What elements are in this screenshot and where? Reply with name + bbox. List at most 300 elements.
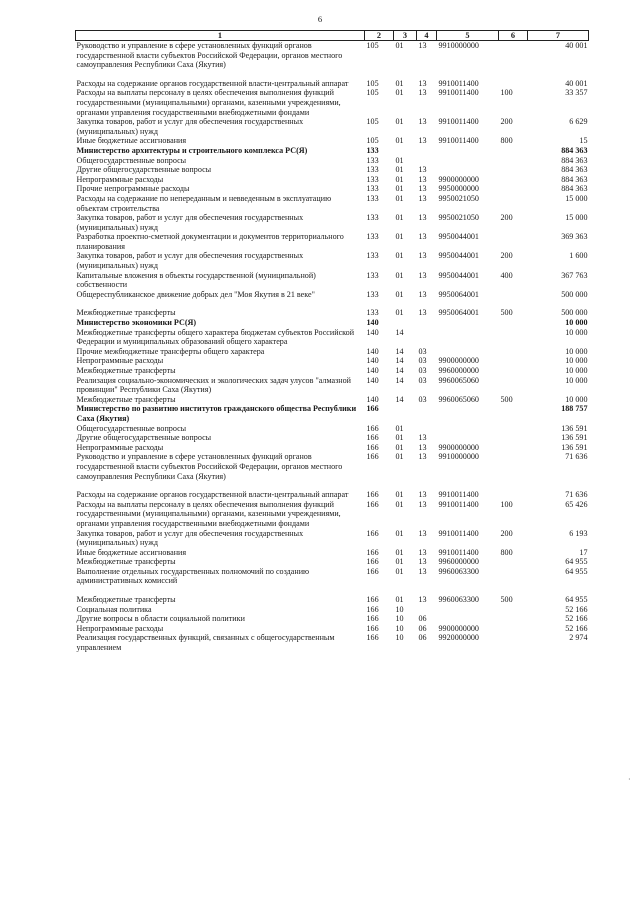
header-cell-2: 2	[365, 31, 394, 41]
row-admin-code-cell: 140	[366, 375, 379, 385]
row-amount-cell: 6 193	[569, 528, 588, 538]
table-row	[76, 529, 589, 548]
row-subsection-cell: 03	[418, 346, 427, 356]
row-section-cell: 01	[395, 566, 404, 576]
row-section-cell: 01	[395, 270, 404, 280]
row-target-article-cell	[437, 318, 499, 328]
row-expense-type-cell: 500	[500, 595, 513, 605]
row-expense-type-cell: 800	[500, 136, 513, 146]
row-amount-cell: 1 600	[569, 251, 588, 261]
row-name-cell: Разработка проектно-сметной документации и документов территориального планирования	[76, 232, 344, 251]
row-target-article-cell: 9900000000	[438, 623, 479, 633]
row-admin-code-cell: 133	[366, 232, 379, 242]
row-target-article-cell: 9910011400	[438, 499, 479, 509]
row-name-cell: Межбюджетные трансферты	[76, 557, 176, 567]
row-name-cell: Межбюджетные трансферты	[76, 308, 176, 318]
row-subsection-cell: 03	[418, 366, 427, 375]
row-target-article-cell: 9960000000	[438, 557, 479, 567]
row-admin-code-cell: 105	[366, 136, 379, 146]
row-section-cell: 01	[395, 433, 404, 443]
row-section-cell: 01	[395, 155, 404, 165]
row-amount-cell: 15 000	[565, 193, 588, 203]
row-subsection-cell: 13	[418, 193, 427, 203]
table-row	[76, 404, 589, 423]
row-subsection-cell: 13	[418, 165, 427, 175]
row-subsection-cell: 13	[418, 557, 427, 567]
row-section-cell: 01	[395, 136, 404, 146]
row-expense-type-cell	[499, 79, 528, 89]
row-target-article-cell: 9950044001	[438, 232, 479, 242]
row-subsection-cell: 13	[418, 184, 427, 194]
row-target-article-cell	[437, 156, 499, 166]
row-name-cell: Прочие непрограммные расходы	[76, 184, 190, 194]
row-section-cell: 01	[395, 499, 404, 509]
row-amount-cell: 64 955	[565, 595, 588, 605]
table-row	[76, 443, 589, 453]
row-section-cell: 10	[395, 623, 404, 633]
row-subsection-cell: 13	[418, 490, 427, 500]
row-section-cell: 10	[395, 604, 404, 614]
row-expense-type-cell	[499, 404, 528, 423]
row-expense-type-cell: 800	[500, 547, 513, 557]
table-row	[76, 41, 589, 79]
table-row	[76, 136, 589, 146]
row-name-cell: Социальная политика	[76, 604, 152, 614]
row-target-article-cell: 9950000000	[438, 184, 479, 194]
row-amount-cell: 10 000	[565, 356, 588, 366]
row-name-cell: Непрограммные расходы	[76, 623, 164, 633]
row-target-article-cell: 9960065060	[438, 394, 479, 404]
table-row	[76, 567, 589, 595]
row-expense-type-cell	[499, 443, 528, 453]
row-admin-code-cell: 105	[366, 41, 379, 50]
row-expense-type-cell	[499, 175, 528, 185]
row-target-article-cell: 9920000000	[438, 633, 479, 643]
row-amount-cell: 10 000	[565, 327, 588, 337]
row-admin-code-cell: 140	[366, 318, 379, 328]
row-subsection-cell: 06	[418, 614, 427, 624]
header-cell-5: 5	[437, 31, 499, 41]
row-subsection-cell: 13	[418, 595, 427, 605]
row-amount-cell: 52 166	[565, 614, 588, 624]
row-amount-cell: 884 363	[561, 184, 588, 194]
row-amount-cell: 64 955	[565, 557, 588, 567]
row-section-cell: 01	[395, 193, 404, 203]
row-expense-type-cell: 100	[500, 499, 513, 509]
row-subsection-cell: 13	[418, 88, 427, 98]
row-name-cell: Расходы на содержание по непереданным и невведенным в эксплуатацию объектам строительства	[76, 193, 332, 213]
row-section-cell: 01	[395, 528, 404, 538]
table-row	[76, 88, 589, 117]
row-admin-code-cell: 166	[366, 452, 379, 462]
row-subsection-cell: 13	[418, 308, 427, 318]
table-row	[76, 318, 589, 328]
row-name-cell: Межбюджетные трансферты	[76, 366, 176, 375]
row-name-cell: Другие вопросы в области социальной политики	[76, 614, 245, 624]
row-subsection-cell: 13	[418, 251, 427, 261]
row-name-cell: Непрограммные расходы	[76, 174, 164, 184]
table-row	[76, 213, 589, 232]
row-target-article-cell: 9960063300	[438, 595, 479, 605]
row-amount-cell: 188 757	[561, 404, 588, 414]
row-subsection-cell: 13	[418, 270, 427, 280]
page-number: 6	[317, 14, 323, 24]
table-row	[76, 175, 589, 185]
row-target-article-cell: 9950064001	[438, 289, 479, 299]
row-target-article-cell: 9910011400	[438, 117, 479, 127]
header-cell-3: 3	[394, 31, 417, 41]
row-name-cell: Другие общегосударственные вопросы	[76, 165, 212, 175]
row-target-article-cell: 9900000000	[438, 356, 479, 366]
row-subsection-cell: 13	[418, 528, 427, 538]
row-expense-type-cell	[499, 633, 528, 652]
row-amount-cell: 369 363	[561, 232, 588, 242]
row-amount-cell: 884 363	[561, 145, 588, 155]
row-amount-cell: 64 955	[565, 566, 588, 576]
row-amount-cell: 367 763	[561, 270, 588, 280]
row-target-article-cell	[437, 433, 499, 443]
table-row	[76, 232, 589, 251]
row-admin-code-cell: 140	[366, 356, 379, 366]
row-section-cell: 14	[395, 327, 404, 337]
row-name-cell: Прочие межбюджетные трансферты общего характера	[76, 346, 265, 356]
table-row	[76, 79, 589, 89]
row-amount-cell: 136 591	[561, 423, 588, 433]
row-section-cell: 01	[395, 184, 404, 194]
table-row	[76, 328, 589, 347]
row-name-cell: Реализация государственных функций, связанных с общегосударственным управлением	[76, 633, 335, 653]
row-expense-type-cell	[499, 366, 528, 376]
row-name-cell: Расходы на выплаты персоналу в целях обеспечения выполнения функций государственными (муниципальными) органами, казенными учреждениями, органами управления государственными внебюджетными фондами	[76, 499, 341, 528]
table-row	[76, 433, 589, 443]
row-target-article-cell	[437, 328, 499, 347]
row-name-cell: Министерство по развитию институтов гражданского общества Республики Саха (Якутия)	[76, 404, 357, 423]
table-row	[76, 347, 589, 357]
margin-mark: ·	[628, 775, 631, 784]
row-expense-type-cell	[499, 347, 528, 357]
row-section-cell: 10	[395, 633, 404, 643]
row-target-article-cell: 9910011400	[438, 78, 479, 88]
table-row	[76, 308, 589, 318]
row-name-cell: Непрограммные расходы	[76, 356, 164, 366]
row-admin-code-cell: 140	[366, 366, 379, 375]
row-admin-code-cell: 133	[366, 270, 379, 280]
row-admin-code-cell: 166	[366, 404, 379, 414]
row-target-article-cell: 9900000000	[438, 442, 479, 452]
row-amount-cell: 136 591	[561, 433, 588, 443]
row-target-article-cell: 9950021050	[438, 213, 479, 223]
row-section-cell: 01	[395, 213, 404, 223]
row-subsection-cell: 13	[418, 174, 427, 184]
row-section-cell: 10	[395, 614, 404, 624]
row-admin-code-cell: 166	[366, 633, 379, 643]
row-admin-code-cell: 166	[366, 433, 379, 443]
row-name-cell: Межбюджетные трансферты	[76, 595, 176, 605]
row-amount-cell: 884 363	[561, 155, 588, 165]
row-name-cell: Расходы на содержание органов государственной власти-центральный аппарат	[76, 78, 349, 88]
row-admin-code-cell: 133	[366, 213, 379, 223]
row-amount-cell: 2 974	[569, 633, 588, 643]
row-amount-cell: 17	[579, 547, 588, 557]
row-admin-code-cell: 166	[366, 423, 379, 433]
row-admin-code-cell: 166	[366, 595, 379, 605]
row-section-cell: 01	[395, 174, 404, 184]
row-section-cell: 14	[395, 346, 404, 356]
row-target-article-cell	[437, 347, 499, 357]
row-section-cell: 14	[395, 356, 404, 366]
table-row	[76, 557, 589, 567]
row-amount-cell: 10 000	[565, 318, 588, 328]
row-target-article-cell: 9950064001	[438, 308, 479, 318]
row-expense-type-cell: 400	[500, 270, 513, 280]
row-admin-code-cell: 133	[366, 251, 379, 261]
row-subsection-cell: 13	[418, 78, 427, 88]
row-name-cell: Реализация социально-экономических и экологических задач улусов "алмазной провинции" Республики Саха (Якутия)	[76, 375, 352, 395]
row-target-article-cell	[437, 424, 499, 434]
row-admin-code-cell: 166	[366, 442, 379, 452]
row-expense-type-cell: 200	[500, 117, 513, 127]
row-admin-code-cell: 166	[366, 499, 379, 509]
row-section-cell: 01	[395, 88, 404, 98]
row-target-article-cell	[437, 165, 499, 175]
row-target-article-cell: 9910011400	[438, 136, 479, 146]
row-amount-cell: 10 000	[565, 346, 588, 356]
row-admin-code-cell: 166	[366, 490, 379, 500]
row-admin-code-cell: 133	[366, 174, 379, 184]
row-target-article-cell	[437, 614, 499, 624]
row-admin-code-cell: 133	[366, 308, 379, 318]
table-row	[76, 500, 589, 529]
row-subsection-cell: 13	[418, 547, 427, 557]
row-expense-type-cell	[499, 452, 528, 490]
row-amount-cell: 71 636	[565, 490, 588, 500]
row-subsection-cell: 03	[418, 394, 427, 404]
row-subsection-cell: 13	[418, 117, 427, 127]
row-subsection-cell: 13	[418, 442, 427, 452]
row-subsection-cell	[417, 328, 437, 347]
row-section-cell: 01	[395, 423, 404, 433]
row-name-cell: Министерство экономики РС(Я)	[76, 318, 197, 328]
row-name-cell: Иные бюджетные ассигнования	[76, 136, 187, 146]
row-section-cell: 14	[395, 394, 404, 404]
header-cell-6: 6	[499, 31, 528, 41]
row-subsection-cell	[417, 318, 437, 328]
row-subsection-cell	[417, 605, 437, 615]
row-expense-type-cell: 200	[500, 213, 513, 223]
row-expense-type-cell: 200	[500, 251, 513, 261]
row-section-cell: 01	[395, 308, 404, 318]
row-target-article-cell: 9960063300	[438, 566, 479, 576]
table-row	[76, 366, 589, 376]
row-section-cell: 01	[395, 117, 404, 127]
row-name-cell: Расходы на содержание органов государственной власти-центральный аппарат	[76, 490, 349, 500]
table-row	[76, 633, 589, 652]
header-cell-1: 1	[76, 31, 365, 41]
row-section-cell	[394, 404, 417, 423]
row-name-cell: Закупка товаров, работ и услуг для обеспечения государственных (муниципальных) нужд	[76, 528, 304, 548]
row-name-cell: Межбюджетные трансферты	[76, 394, 176, 404]
table-row	[76, 605, 589, 615]
row-section-cell: 01	[395, 595, 404, 605]
row-section-cell: 01	[395, 251, 404, 261]
table-row	[76, 251, 589, 270]
row-subsection-cell	[417, 424, 437, 434]
row-name-cell: Руководство и управление в сфере установленных функций органов государственной власти субъектов Российской Федерации, органов местного самоуправления Республики Саха (Якутия)	[76, 452, 343, 481]
row-target-article-cell: 9910011400	[438, 547, 479, 557]
row-target-article-cell: 9960000000	[438, 366, 479, 375]
row-expense-type-cell	[499, 557, 528, 567]
row-expense-type-cell	[499, 232, 528, 251]
row-amount-cell: 40 001	[565, 78, 588, 88]
row-name-cell: Выполнение отдельных государственных полномочий по созданию административных комиссий	[76, 566, 310, 586]
row-subsection-cell: 06	[418, 623, 427, 633]
row-expense-type-cell	[499, 614, 528, 624]
row-expense-type-cell: 200	[500, 528, 513, 538]
table-row	[76, 452, 589, 490]
row-admin-code-cell: 133	[366, 155, 379, 165]
row-name-cell: Закупка товаров, работ и услуг для обеспечения государственных (муниципальных) нужд	[76, 213, 304, 232]
row-target-article-cell	[437, 605, 499, 615]
row-amount-cell: 884 363	[561, 174, 588, 184]
row-target-article-cell	[437, 404, 499, 423]
row-admin-code-cell: 140	[366, 394, 379, 404]
row-name-cell: Иные бюджетные ассигнования	[76, 547, 187, 557]
row-section-cell: 01	[395, 165, 404, 175]
row-expense-type-cell: 500	[500, 308, 513, 318]
row-name-cell: Расходы на выплаты персоналу в целях обеспечения выполнения функций государственными (муниципальными) органами, казенными учреждениями, органами управления государственными внебюджетными фондами	[76, 88, 341, 117]
row-section-cell: 01	[395, 78, 404, 88]
row-expense-type-cell	[499, 605, 528, 615]
row-subsection-cell: 13	[418, 452, 427, 462]
row-section-cell: 01	[395, 442, 404, 452]
row-name-cell: Закупка товаров, работ и услуг для обеспечения государственных (муниципальных) нужд	[76, 251, 304, 271]
table-row	[76, 156, 589, 166]
row-admin-code-cell: 166	[366, 557, 379, 567]
row-subsection-cell	[417, 156, 437, 166]
row-admin-code-cell: 166	[366, 623, 379, 633]
table-row	[76, 184, 589, 194]
row-name-cell: Закупка товаров, работ и услуг для обеспечения государственных (муниципальных) нужд	[76, 117, 304, 136]
row-name-cell: Общегосударственные вопросы	[76, 155, 187, 165]
table-row	[76, 548, 589, 558]
row-target-article-cell: 9950021050	[438, 193, 479, 203]
row-amount-cell: 10 000	[565, 366, 588, 375]
row-target-article-cell: 9910011400	[438, 88, 479, 98]
row-expense-type-cell	[499, 41, 528, 79]
row-expense-type-cell	[499, 490, 528, 500]
row-admin-code-cell: 105	[366, 78, 379, 88]
row-target-article-cell: 9910011400	[438, 490, 479, 500]
row-name-cell: Руководство и управление в сфере установленных функций органов государственной власти субъектов Российской Федерации, органов местного самоуправления Республики Саха (Якутия)	[76, 41, 343, 70]
row-amount-cell: 500 000	[561, 308, 588, 318]
row-amount-cell: 52 166	[565, 623, 588, 633]
row-amount-cell: 71 636	[565, 452, 588, 462]
row-admin-code-cell: 105	[366, 117, 379, 127]
table-row	[76, 290, 589, 309]
row-admin-code-cell: 140	[366, 327, 379, 337]
row-subsection-cell: 13	[418, 232, 427, 242]
row-subsection-cell	[417, 404, 437, 423]
row-subsection-cell: 13	[418, 566, 427, 576]
row-amount-cell: 15	[579, 136, 588, 146]
row-admin-code-cell: 133	[366, 289, 379, 299]
row-admin-code-cell: 166	[366, 604, 379, 614]
row-target-article-cell: 9950044001	[438, 270, 479, 280]
table-row	[76, 271, 589, 290]
row-target-article-cell: 9910000000	[438, 41, 479, 50]
row-section-cell: 01	[395, 490, 404, 500]
row-expense-type-cell	[499, 424, 528, 434]
header-row	[76, 31, 589, 41]
row-section-cell: 14	[395, 375, 404, 385]
table-row	[76, 614, 589, 624]
row-amount-cell: 52 166	[565, 604, 588, 614]
row-admin-code-cell: 133	[366, 184, 379, 194]
row-section-cell: 01	[395, 557, 404, 567]
row-amount-cell: 10 000	[565, 394, 588, 404]
budget-table	[75, 30, 589, 653]
row-expense-type-cell	[499, 328, 528, 347]
row-amount-cell: 33 357	[565, 88, 588, 98]
row-admin-code-cell: 166	[366, 614, 379, 624]
row-expense-type-cell	[499, 567, 528, 595]
row-admin-code-cell: 166	[366, 547, 379, 557]
row-subsection-cell: 06	[418, 633, 427, 643]
row-target-article-cell: 9900000000	[438, 174, 479, 184]
row-admin-code-cell: 166	[366, 566, 379, 576]
row-admin-code-cell: 140	[366, 346, 379, 356]
table-row	[76, 595, 589, 605]
row-target-article-cell: 9910000000	[438, 452, 479, 462]
row-expense-type-cell	[499, 146, 528, 156]
row-subsection-cell: 03	[418, 375, 427, 385]
row-target-article-cell: 9910011400	[438, 528, 479, 538]
row-name-cell: Межбюджетные трансферты общего характера бюджетам субъектов Российской Федерации и муниципальных образований общего характера	[76, 327, 355, 347]
row-amount-cell: 136 591	[561, 442, 588, 452]
row-expense-type-cell	[499, 356, 528, 366]
row-amount-cell: 65 426	[565, 499, 588, 509]
header-cell-4: 4	[417, 31, 437, 41]
row-expense-type-cell	[499, 156, 528, 166]
row-subsection-cell: 03	[418, 356, 427, 366]
row-subsection-cell: 13	[418, 289, 427, 299]
table-body	[76, 41, 589, 653]
row-expense-type-cell	[499, 433, 528, 443]
table-row	[76, 356, 589, 366]
header-cell-7: 7	[528, 31, 589, 41]
row-admin-code-cell: 133	[366, 145, 379, 155]
row-name-cell: Непрограммные расходы	[76, 442, 164, 452]
table-row	[76, 424, 589, 434]
row-expense-type-cell: 500	[500, 394, 513, 404]
row-expense-type-cell	[499, 624, 528, 634]
row-expense-type-cell	[499, 184, 528, 194]
row-expense-type-cell: 100	[500, 88, 513, 98]
row-expense-type-cell	[499, 194, 528, 213]
table-row	[76, 395, 589, 405]
row-subsection-cell: 13	[418, 213, 427, 223]
row-name-cell: Другие общегосударственные вопросы	[76, 433, 212, 443]
row-section-cell: 01	[395, 452, 404, 462]
row-name-cell: Общереспубликанское движение добрых дел "Моя Якутия в 21 веке"	[76, 289, 315, 299]
table-row	[76, 490, 589, 500]
table-row	[76, 117, 589, 136]
table-row	[76, 194, 589, 213]
row-section-cell: 01	[395, 41, 404, 50]
table-row	[76, 624, 589, 634]
row-amount-cell: 500 000	[561, 289, 588, 299]
row-subsection-cell	[417, 146, 437, 156]
